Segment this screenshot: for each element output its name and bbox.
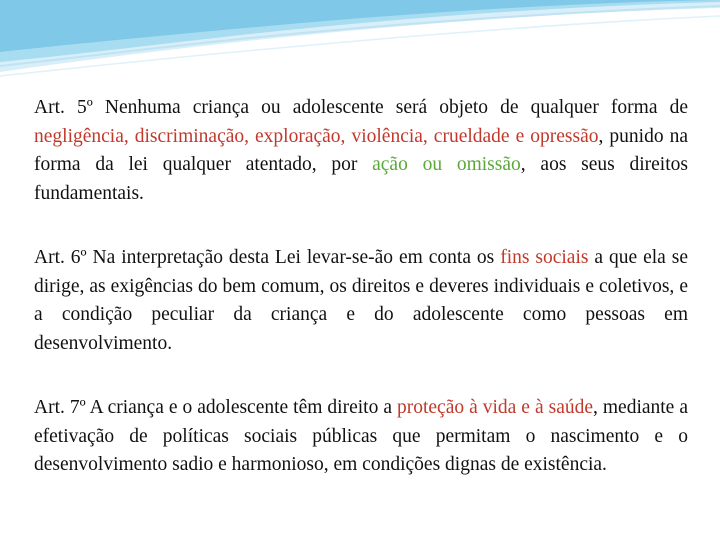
article-text-segment: Art. 5º Nenhuma criança ou adolescente será objeto de qualquer forma de: [34, 97, 688, 118]
article-text-segment: , mediante a efetivação de políticas sociais públicas que permitam o nascimento e o desenvolvimento sadio e harmonioso, em condições dignas de existência.: [34, 397, 688, 475]
article-5: [34, 94, 688, 208]
wave-decoration: [0, 0, 720, 90]
articles-container: [34, 94, 688, 480]
article-text-segment: a que ela se dirige, as exigências do bem comum, os direitos e deveres individuais e coletivos, e a condição peculiar da criança e do adolescente como pessoas em desenvolvimento.: [34, 247, 688, 354]
article-text-segment: fins sociais: [500, 247, 589, 268]
article-text-segment: Art. 7º A criança e o adolescente têm direito a: [34, 397, 397, 418]
article-text-segment: ação ou omissão: [372, 154, 521, 175]
article-text-segment: , punido na forma da lei qualquer atentado, por: [34, 125, 688, 175]
article-6: [34, 244, 688, 358]
article-7: [34, 394, 688, 480]
article-text-segment: proteção à vida e à saúde: [396, 397, 593, 418]
article-text-segment: Art. 6º Na interpretação desta Lei levar-se-ão em conta os: [34, 247, 501, 268]
article-text-segment: negligência, discriminação, exploração, violência, crueldade e opressão: [34, 125, 599, 147]
article-text-segment: , aos seus direitos fundamentais.: [34, 154, 688, 204]
